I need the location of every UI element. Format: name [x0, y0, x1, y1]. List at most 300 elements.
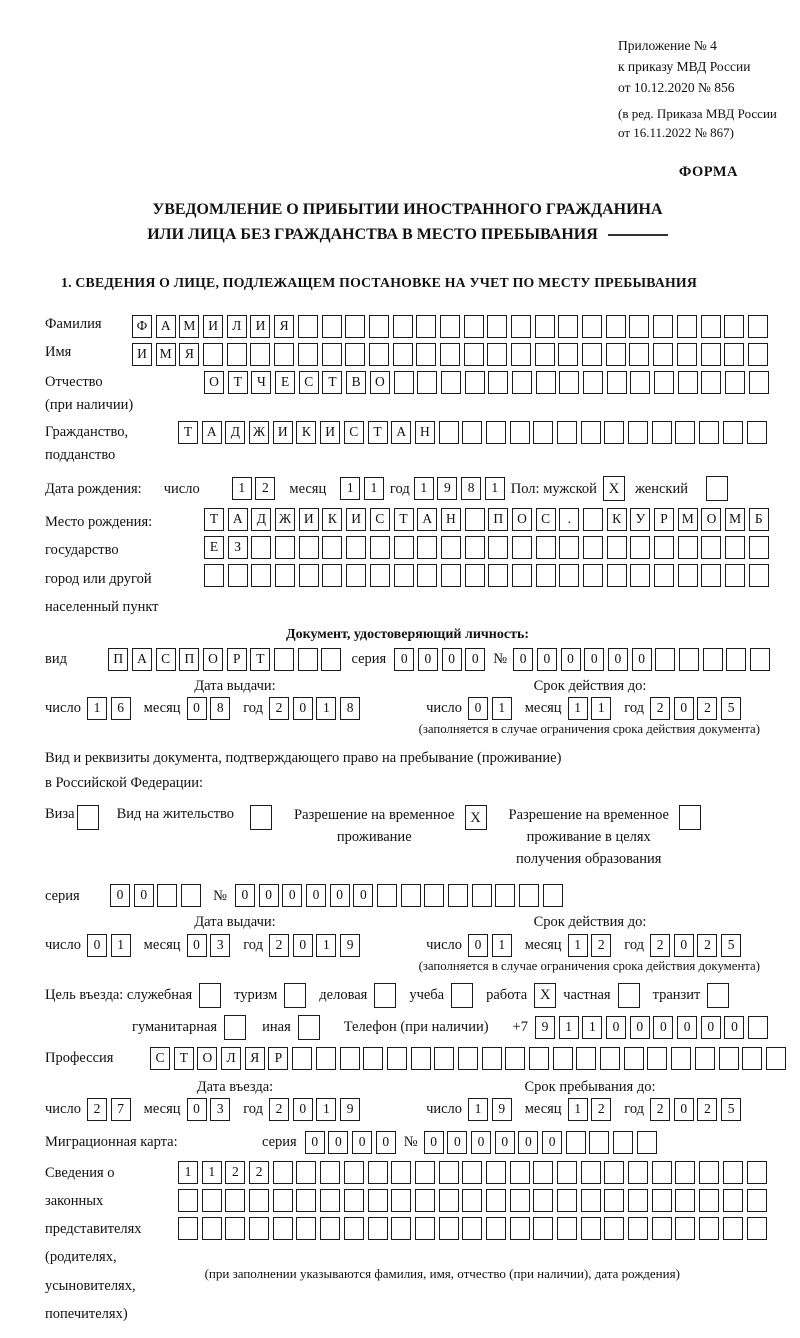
- citizenship-cells[interactable]: [178, 421, 767, 444]
- form-cell[interactable]: [511, 315, 531, 338]
- form-cell[interactable]: 1: [568, 697, 588, 720]
- form-cell[interactable]: [411, 1047, 431, 1070]
- iddoc-expiry-month-cells[interactable]: [568, 697, 612, 720]
- form-cell[interactable]: [181, 884, 201, 907]
- form-cell[interactable]: 0: [518, 1131, 538, 1154]
- form-cell[interactable]: [488, 536, 508, 559]
- form-cell[interactable]: [725, 371, 745, 394]
- form-cell[interactable]: [340, 1047, 360, 1070]
- form-cell[interactable]: Т: [178, 421, 198, 444]
- form-cell[interactable]: [535, 315, 555, 338]
- form-cell[interactable]: 0: [259, 884, 279, 907]
- form-cell[interactable]: [249, 1189, 269, 1212]
- form-cell[interactable]: 3: [210, 934, 230, 957]
- form-cell[interactable]: [346, 564, 366, 587]
- form-cell[interactable]: С: [150, 1047, 170, 1070]
- form-cell[interactable]: 9: [535, 1016, 555, 1039]
- form-cell[interactable]: [604, 421, 624, 444]
- form-cell[interactable]: 0: [606, 1016, 626, 1039]
- form-cell[interactable]: [701, 315, 721, 338]
- form-cell[interactable]: [417, 371, 437, 394]
- form-cell[interactable]: А: [417, 508, 437, 531]
- form-cell[interactable]: 0: [513, 648, 533, 671]
- form-cell[interactable]: 0: [561, 648, 581, 671]
- doc-type-cells[interactable]: [108, 648, 341, 671]
- form-cell[interactable]: [671, 1047, 691, 1070]
- form-cell[interactable]: П: [108, 648, 128, 671]
- form-cell[interactable]: [387, 1047, 407, 1070]
- form-cell[interactable]: [344, 1161, 364, 1184]
- permit-number-cells[interactable]: [235, 884, 563, 907]
- form-cell[interactable]: [202, 1217, 222, 1240]
- form-cell[interactable]: [533, 1161, 553, 1184]
- form-cell[interactable]: З: [228, 536, 248, 559]
- form-cell[interactable]: [322, 315, 342, 338]
- form-cell[interactable]: 2: [591, 1098, 611, 1121]
- form-cell[interactable]: [725, 536, 745, 559]
- permit-issue-year-cells[interactable]: [269, 934, 360, 957]
- form-cell[interactable]: 0: [495, 1131, 515, 1154]
- form-cell[interactable]: 0: [187, 1098, 207, 1121]
- form-cell[interactable]: [464, 343, 484, 366]
- form-cell[interactable]: [273, 1217, 293, 1240]
- form-cell[interactable]: К: [296, 421, 316, 444]
- purpose-business-checkbox[interactable]: [374, 983, 396, 1008]
- form-cell[interactable]: [391, 1161, 411, 1184]
- form-cell[interactable]: 8: [461, 477, 481, 500]
- form-cell[interactable]: [465, 371, 485, 394]
- form-cell[interactable]: [699, 1217, 719, 1240]
- form-cell[interactable]: 1: [316, 1098, 336, 1121]
- form-cell[interactable]: [439, 421, 459, 444]
- form-cell[interactable]: [628, 1217, 648, 1240]
- form-cell[interactable]: [536, 564, 556, 587]
- form-cell[interactable]: [368, 1189, 388, 1212]
- form-cell[interactable]: [701, 343, 721, 366]
- form-cell[interactable]: [299, 564, 319, 587]
- form-cell[interactable]: [629, 315, 649, 338]
- form-cell[interactable]: [581, 1161, 601, 1184]
- permit-issue-month-cells[interactable]: [187, 934, 231, 957]
- form-cell[interactable]: [345, 315, 365, 338]
- form-cell[interactable]: [486, 1217, 506, 1240]
- form-cell[interactable]: М: [156, 343, 176, 366]
- form-cell[interactable]: 1: [87, 697, 107, 720]
- form-cell[interactable]: [749, 371, 769, 394]
- form-cell[interactable]: [178, 1189, 198, 1212]
- form-cell[interactable]: 2: [697, 1098, 717, 1121]
- form-cell[interactable]: 9: [437, 477, 457, 500]
- male-checkbox[interactable]: X: [603, 476, 625, 501]
- permit-expiry-month-cells[interactable]: [568, 934, 612, 957]
- form-cell[interactable]: [320, 1217, 340, 1240]
- form-cell[interactable]: [628, 421, 648, 444]
- form-cell[interactable]: 0: [353, 884, 373, 907]
- form-cell[interactable]: [653, 343, 673, 366]
- form-cell[interactable]: Я: [274, 315, 294, 338]
- form-cell[interactable]: [724, 315, 744, 338]
- form-cell[interactable]: 0: [653, 1016, 673, 1039]
- form-cell[interactable]: Т: [250, 648, 270, 671]
- form-cell[interactable]: [462, 421, 482, 444]
- form-cell[interactable]: [298, 648, 318, 671]
- form-cell[interactable]: [624, 1047, 644, 1070]
- form-cell[interactable]: 5: [721, 1098, 741, 1121]
- form-cell[interactable]: 1: [485, 477, 505, 500]
- form-cell[interactable]: Т: [204, 508, 224, 531]
- form-cell[interactable]: [275, 564, 295, 587]
- form-cell[interactable]: [320, 1161, 340, 1184]
- doc-series-cells[interactable]: [394, 648, 485, 671]
- form-cell[interactable]: 0: [306, 884, 326, 907]
- form-cell[interactable]: [321, 648, 341, 671]
- form-cell[interactable]: 0: [330, 884, 350, 907]
- form-cell[interactable]: [439, 1161, 459, 1184]
- form-cell[interactable]: [653, 315, 673, 338]
- form-cell[interactable]: [581, 1189, 601, 1212]
- form-cell[interactable]: [417, 536, 437, 559]
- form-cell[interactable]: [677, 343, 697, 366]
- form-cell[interactable]: [391, 1217, 411, 1240]
- form-cell[interactable]: [448, 884, 468, 907]
- form-cell[interactable]: А: [391, 421, 411, 444]
- form-cell[interactable]: 0: [187, 697, 207, 720]
- form-cell[interactable]: [298, 315, 318, 338]
- form-cell[interactable]: 0: [394, 648, 414, 671]
- form-cell[interactable]: [495, 884, 515, 907]
- form-cell[interactable]: [723, 1217, 743, 1240]
- form-cell[interactable]: 1: [492, 934, 512, 957]
- form-cell[interactable]: [647, 1047, 667, 1070]
- form-cell[interactable]: 2: [255, 477, 275, 500]
- form-cell[interactable]: [228, 564, 248, 587]
- form-cell[interactable]: 1: [568, 934, 588, 957]
- entry-year-cells[interactable]: [269, 1098, 360, 1121]
- phone-cells[interactable]: [535, 1016, 768, 1039]
- form-cell[interactable]: [505, 1047, 525, 1070]
- form-cell[interactable]: [652, 1161, 672, 1184]
- form-cell[interactable]: [604, 1189, 624, 1212]
- form-cell[interactable]: [613, 1131, 633, 1154]
- form-cell[interactable]: 0: [542, 1131, 562, 1154]
- form-cell[interactable]: [178, 1217, 198, 1240]
- form-cell[interactable]: [607, 371, 627, 394]
- form-cell[interactable]: [416, 315, 436, 338]
- form-cell[interactable]: 0: [305, 1131, 325, 1154]
- iddoc-issue-day-cells[interactable]: [87, 697, 131, 720]
- form-cell[interactable]: [441, 371, 461, 394]
- form-cell[interactable]: [553, 1047, 573, 1070]
- form-cell[interactable]: [440, 315, 460, 338]
- form-cell[interactable]: [750, 648, 770, 671]
- form-cell[interactable]: 1: [591, 697, 611, 720]
- form-cell[interactable]: [510, 421, 530, 444]
- form-cell[interactable]: [440, 343, 460, 366]
- form-cell[interactable]: Л: [221, 1047, 241, 1070]
- form-cell[interactable]: И: [250, 315, 270, 338]
- form-cell[interactable]: [675, 421, 695, 444]
- form-cell[interactable]: [543, 884, 563, 907]
- form-cell[interactable]: А: [228, 508, 248, 531]
- form-cell[interactable]: [510, 1161, 530, 1184]
- form-cell[interactable]: [345, 343, 365, 366]
- form-cell[interactable]: Н: [441, 508, 461, 531]
- form-cell[interactable]: 2: [269, 1098, 289, 1121]
- form-cell[interactable]: [415, 1217, 435, 1240]
- form-cell[interactable]: [486, 421, 506, 444]
- form-cell[interactable]: Е: [204, 536, 224, 559]
- form-cell[interactable]: [458, 1047, 478, 1070]
- form-cell[interactable]: [250, 343, 270, 366]
- birth-year-cells[interactable]: [414, 477, 505, 500]
- form-cell[interactable]: [604, 1217, 624, 1240]
- form-cell[interactable]: Ж: [275, 508, 295, 531]
- form-cell[interactable]: [510, 1189, 530, 1212]
- form-cell[interactable]: А: [156, 315, 176, 338]
- form-cell[interactable]: 0: [328, 1131, 348, 1154]
- purpose-study-checkbox[interactable]: [451, 983, 473, 1008]
- form-cell[interactable]: [559, 371, 579, 394]
- form-cell[interactable]: [558, 315, 578, 338]
- form-cell[interactable]: Т: [368, 421, 388, 444]
- form-cell[interactable]: 1: [414, 477, 434, 500]
- form-cell[interactable]: [703, 648, 723, 671]
- form-cell[interactable]: [652, 1217, 672, 1240]
- form-cell[interactable]: [557, 421, 577, 444]
- form-cell[interactable]: 1: [232, 477, 252, 500]
- form-cell[interactable]: [558, 343, 578, 366]
- form-cell[interactable]: О: [204, 371, 224, 394]
- form-cell[interactable]: [462, 1189, 482, 1212]
- form-cell[interactable]: [401, 884, 421, 907]
- form-cell[interactable]: [742, 1047, 762, 1070]
- form-cell[interactable]: [510, 1217, 530, 1240]
- form-cell[interactable]: Ч: [251, 371, 271, 394]
- form-cell[interactable]: 0: [134, 884, 154, 907]
- form-cell[interactable]: [441, 536, 461, 559]
- form-cell[interactable]: [600, 1047, 620, 1070]
- form-cell[interactable]: [204, 564, 224, 587]
- form-cell[interactable]: [723, 421, 743, 444]
- form-cell[interactable]: [675, 1217, 695, 1240]
- form-cell[interactable]: 6: [111, 697, 131, 720]
- form-cell[interactable]: Р: [654, 508, 674, 531]
- form-cell[interactable]: 2: [697, 934, 717, 957]
- name-cells[interactable]: [132, 343, 768, 366]
- form-cell[interactable]: [747, 1161, 767, 1184]
- form-cell[interactable]: 1: [316, 934, 336, 957]
- form-cell[interactable]: [583, 508, 603, 531]
- form-cell[interactable]: [292, 1047, 312, 1070]
- form-cell[interactable]: [394, 371, 414, 394]
- form-cell[interactable]: [512, 564, 532, 587]
- patronymic-cells[interactable]: [204, 371, 769, 394]
- form-cell[interactable]: 5: [721, 934, 741, 957]
- form-cell[interactable]: [486, 1161, 506, 1184]
- stay-month-cells[interactable]: [568, 1098, 612, 1121]
- purpose-humanitarian-checkbox[interactable]: [224, 1015, 246, 1040]
- form-cell[interactable]: 1: [559, 1016, 579, 1039]
- form-cell[interactable]: 0: [447, 1131, 467, 1154]
- form-cell[interactable]: [748, 343, 768, 366]
- form-cell[interactable]: [726, 648, 746, 671]
- form-cell[interactable]: С: [344, 421, 364, 444]
- form-cell[interactable]: [749, 564, 769, 587]
- form-cell[interactable]: 0: [724, 1016, 744, 1039]
- form-cell[interactable]: [630, 371, 650, 394]
- form-cell[interactable]: Л: [227, 315, 247, 338]
- form-cell[interactable]: [320, 1189, 340, 1212]
- form-cell[interactable]: [576, 1047, 596, 1070]
- form-cell[interactable]: 0: [187, 934, 207, 957]
- form-cell[interactable]: Д: [225, 421, 245, 444]
- form-cell[interactable]: 0: [465, 648, 485, 671]
- form-cell[interactable]: [723, 1161, 743, 1184]
- form-cell[interactable]: [415, 1189, 435, 1212]
- form-cell[interactable]: [322, 564, 342, 587]
- form-cell[interactable]: [486, 1189, 506, 1212]
- form-cell[interactable]: [529, 1047, 549, 1070]
- form-cell[interactable]: 1: [568, 1098, 588, 1121]
- form-cell[interactable]: [652, 421, 672, 444]
- form-cell[interactable]: [652, 1189, 672, 1212]
- form-cell[interactable]: [582, 315, 602, 338]
- permit-expiry-day-cells[interactable]: [468, 934, 512, 957]
- form-cell[interactable]: 2: [697, 697, 717, 720]
- form-cell[interactable]: [465, 536, 485, 559]
- form-cell[interactable]: Н: [415, 421, 435, 444]
- form-cell[interactable]: [273, 1189, 293, 1212]
- form-cell[interactable]: [439, 1217, 459, 1240]
- form-cell[interactable]: [417, 564, 437, 587]
- form-cell[interactable]: Т: [394, 508, 414, 531]
- form-cell[interactable]: Т: [174, 1047, 194, 1070]
- form-cell[interactable]: [274, 343, 294, 366]
- form-cell[interactable]: [346, 536, 366, 559]
- form-cell[interactable]: П: [488, 508, 508, 531]
- form-cell[interactable]: [749, 536, 769, 559]
- form-cell[interactable]: В: [346, 371, 366, 394]
- representatives-row2-cells[interactable]: [178, 1189, 767, 1212]
- form-cell[interactable]: [723, 1189, 743, 1212]
- form-cell[interactable]: [747, 421, 767, 444]
- form-cell[interactable]: М: [725, 508, 745, 531]
- form-cell[interactable]: О: [512, 508, 532, 531]
- permit-expiry-year-cells[interactable]: [650, 934, 741, 957]
- stay-year-cells[interactable]: [650, 1098, 741, 1121]
- permit-issue-day-cells[interactable]: [87, 934, 131, 957]
- form-cell[interactable]: [675, 1161, 695, 1184]
- form-cell[interactable]: К: [607, 508, 627, 531]
- form-cell[interactable]: М: [179, 315, 199, 338]
- form-cell[interactable]: 0: [468, 697, 488, 720]
- form-cell[interactable]: 2: [650, 1098, 670, 1121]
- form-cell[interactable]: [369, 343, 389, 366]
- purpose-work-checkbox[interactable]: X: [534, 983, 556, 1008]
- iddoc-expiry-year-cells[interactable]: [650, 697, 741, 720]
- form-cell[interactable]: [581, 1217, 601, 1240]
- form-cell[interactable]: [157, 884, 177, 907]
- permit-series-cells[interactable]: [110, 884, 201, 907]
- form-cell[interactable]: [416, 343, 436, 366]
- form-cell[interactable]: О: [370, 371, 390, 394]
- form-cell[interactable]: 0: [293, 697, 313, 720]
- residence-permit-checkbox[interactable]: [250, 805, 272, 830]
- form-cell[interactable]: Ж: [249, 421, 269, 444]
- form-cell[interactable]: [766, 1047, 786, 1070]
- form-cell[interactable]: [581, 421, 601, 444]
- form-cell[interactable]: 0: [471, 1131, 491, 1154]
- form-cell[interactable]: [589, 1131, 609, 1154]
- form-cell[interactable]: 0: [293, 1098, 313, 1121]
- form-cell[interactable]: [748, 1016, 768, 1039]
- form-cell[interactable]: [202, 1189, 222, 1212]
- form-cell[interactable]: [583, 371, 603, 394]
- form-cell[interactable]: [557, 1189, 577, 1212]
- form-cell[interactable]: [344, 1189, 364, 1212]
- form-cell[interactable]: И: [346, 508, 366, 531]
- form-cell[interactable]: [695, 1047, 715, 1070]
- purpose-tourism-checkbox[interactable]: [284, 983, 306, 1008]
- form-cell[interactable]: [273, 1161, 293, 1184]
- doc-number-cells[interactable]: [513, 648, 770, 671]
- form-cell[interactable]: 9: [340, 1098, 360, 1121]
- form-cell[interactable]: [536, 536, 556, 559]
- form-cell[interactable]: [227, 343, 247, 366]
- form-cell[interactable]: [511, 343, 531, 366]
- form-cell[interactable]: 0: [674, 697, 694, 720]
- form-cell[interactable]: 2: [591, 934, 611, 957]
- form-cell[interactable]: 1: [492, 697, 512, 720]
- temp-residence-edu-checkbox[interactable]: [679, 805, 701, 830]
- form-cell[interactable]: [394, 536, 414, 559]
- form-cell[interactable]: [654, 371, 674, 394]
- form-cell[interactable]: 0: [442, 648, 462, 671]
- representatives-row1-cells[interactable]: [178, 1161, 767, 1184]
- form-cell[interactable]: [533, 1189, 553, 1212]
- form-cell[interactable]: [439, 1189, 459, 1212]
- profession-cells[interactable]: [150, 1047, 786, 1070]
- form-cell[interactable]: 0: [418, 648, 438, 671]
- form-cell[interactable]: 2: [269, 697, 289, 720]
- form-cell[interactable]: [393, 315, 413, 338]
- form-cell[interactable]: [487, 315, 507, 338]
- form-cell[interactable]: 5: [721, 697, 741, 720]
- form-cell[interactable]: [604, 1161, 624, 1184]
- form-cell[interactable]: А: [202, 421, 222, 444]
- form-cell[interactable]: Т: [228, 371, 248, 394]
- form-cell[interactable]: [607, 564, 627, 587]
- form-cell[interactable]: [699, 1161, 719, 1184]
- form-cell[interactable]: [464, 315, 484, 338]
- form-cell[interactable]: 1: [111, 934, 131, 957]
- form-cell[interactable]: [607, 536, 627, 559]
- form-cell[interactable]: Б: [749, 508, 769, 531]
- form-cell[interactable]: 0: [584, 648, 604, 671]
- form-cell[interactable]: У: [630, 508, 650, 531]
- form-cell[interactable]: [415, 1161, 435, 1184]
- form-cell[interactable]: 0: [110, 884, 130, 907]
- form-cell[interactable]: 0: [674, 1098, 694, 1121]
- form-cell[interactable]: [249, 1217, 269, 1240]
- form-cell[interactable]: [203, 343, 223, 366]
- stay-day-cells[interactable]: [468, 1098, 512, 1121]
- form-cell[interactable]: [583, 564, 603, 587]
- form-cell[interactable]: [512, 371, 532, 394]
- form-cell[interactable]: С: [156, 648, 176, 671]
- form-cell[interactable]: 0: [632, 648, 652, 671]
- form-cell[interactable]: 3: [210, 1098, 230, 1121]
